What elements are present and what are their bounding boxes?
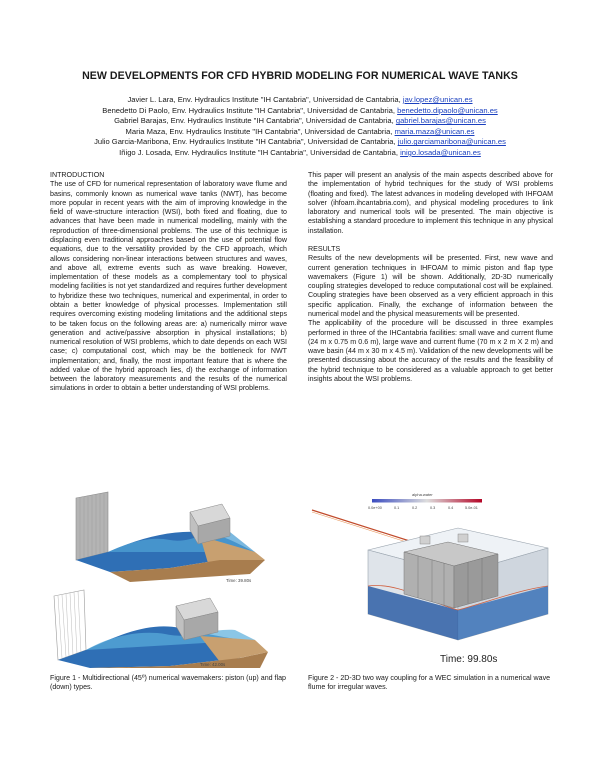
right-intro-text: This paper will present an analysis of the main aspects described above for the implementation of hybrid techniques for the study of WSI problems (floating and fixed). The latest advances in modeling developed with IHFOAM solver (ihfoam.ihcantabria.com), and physical modeling procedures to link laboratory and numerical tools will be presented. The main objective is establishing a standard procedure to implement this technique in any physical installation. [308, 171, 553, 235]
author-line: Iñigo J. Losada, Env. Hydraulics Institute "IH Cantabria", Universidad de Cantabria, inigo.losada@unican.es [119, 147, 481, 157]
figure-2-legend-tick: 5.0e-01 [465, 506, 478, 510]
figure-2-caption: Figure 2 - 2D-3D two way coupling for a WEC simulation in a numerical wave flume for irregular waves. [308, 674, 551, 692]
figure-2-legend-tick: 0.1 [394, 506, 400, 510]
figure-2-legend-title: alpha.water [412, 492, 433, 497]
results-heading: RESULTS [308, 244, 341, 253]
paper-title: NEW DEVELOPMENTS FOR CFD HYBRID MODELING FOR NUMERICAL WAVE TANKS [82, 70, 518, 82]
author-line: Julio Garcia-Maribona, Env. Hydraulics Institute "IH Cantabria", Universidad de Cantabria, julio.garciamaribona@unican.es [94, 137, 506, 147]
figure-1-image [50, 490, 290, 670]
results-paragraph-1: Results of the new developments will be presented. First, new wave and current generation techniques in IHFOAM to mimic piston and flap type wavemakers (Figure 1) will be shown. Additionally, 2D-3D numerically coupling strategies developed to reduce computational cost will be explained. Coupling strategies have been observed as a very efficient approach in this specific application. Finally, the exchange of information between the numerical model and the physical measurements will be presented. [308, 254, 553, 318]
author-email-link[interactable]: jav.lopez@unican.es [402, 95, 473, 104]
right-column [308, 171, 553, 384]
author-email-link[interactable]: inigo.losada@unican.es [400, 147, 481, 157]
piston-wavemaker-render [76, 492, 265, 583]
introduction-heading: INTRODUCTION [50, 171, 105, 179]
author-list [20, 95, 580, 159]
author-email-link[interactable]: benedetto.dipaolo@unican.es [397, 105, 498, 115]
figure-2-time: Time: 99.80s [440, 654, 498, 665]
figure-1-caption: Figure 1 - Multidirectional (45º) numerical wavemakers: piston (up) and flap (down) types. [50, 674, 286, 692]
figure-2-legend-tick: 0.2 [412, 506, 418, 510]
author-line: Benedetto Di Paolo, Env. Hydraulics Institute "IH Cantabria", Universidad de Cantabria, benedetto.dipaolo@unican.es [102, 105, 498, 115]
figure-2-legend-tick: 0.3 [430, 506, 436, 510]
figure-1-time-top: Time: 39.80s [226, 578, 252, 583]
figure-2-colorbar [372, 499, 482, 503]
flap-wavemaker-render [54, 590, 268, 668]
author-line: Javier L. Lara, Env. Hydraulics Institute "IH Cantabria", Universidad de Cantabria, jav.lopez@unican.es [127, 95, 473, 104]
introduction-text: The use of CFD for numerical representation of laboratory wave flume and basins, commonly known as numerical wave tanks (NWT), has become more popular in recent years with the aim of improving knowledge in the field of wave-structure interaction (WSI), both fixed and floating, due to advances that have been made in numerical modelling, mainly with the reproduction of three-dimensional problems. The use of this technique is displacing even traditional approaches based on the use of potential flow equations, due to the versatility provided by the CFD approach, which allows considering non-linear interactions between structures and waves, and above all, extreme events such as wave breaking. However, implementation of these models as a complementary tool to physical modeling facilities is not yet standardized and requires further development to hybridize these two techniques, numerical and experimental, in order to obtain a better knowledge of physical processes. Implementation still requires overcoming existing modeling limitations and the additional steps to be taken focus on the following areas are: a) numerically mirror wave generation and active/passive absorption in physical installations; b) numerical resolution of WSI problems, which to date depends on each WSI case; c) computational cost, which may be the bottleneck for NWT implementation; and, finally, the most important feature that is where the added value of the hybrid approach lies, d) the exchange of information between the laboratory measurements and the results of the numerical simulations in order to obtain a better understanding of WSI problems. [50, 180, 287, 393]
author-email-link[interactable]: gabriel.barajas@unican.es [395, 116, 486, 126]
author-line: Maria Maza, Env. Hydraulics Institute "IH Cantabria", Universidad de Cantabria, maria.maza@unican.es [125, 126, 475, 136]
results-paragraph-2: The applicability of the procedure will be discussed in three examples performed in three of the IHCantabria facilities: small wave and current flume (24 m x 0.75 m 0.6 m), large wave and current flume (70 m x 2 m X 2 m) and wave basin (44 m x 30 m x 4.5 m). Validation of the new developments will be presented discussing about the accuracy of the results and the feasibility of the hybrid technique to be considered as a valuable approach to get better insights about the WSI problems. [308, 319, 553, 383]
wec-coupling-render [312, 510, 548, 640]
left-column [50, 171, 287, 394]
figure-2-legend-tick: 0.0e+00 [368, 506, 382, 510]
figure-2-image [308, 490, 558, 668]
figure-2-legend-tick: 0.4 [448, 506, 454, 510]
author-line: Gabriel Barajas, Env. Hydraulics Institute "IH Cantabria", Universidad de Cantabria, gabriel.barajas@unican.es [114, 116, 486, 126]
figure-1-time-bottom: Time: 42.00s [200, 662, 226, 667]
author-email-link[interactable]: julio.garciamaribona@unican.es [397, 137, 506, 147]
author-email-link[interactable]: maria.maza@unican.es [394, 126, 475, 136]
